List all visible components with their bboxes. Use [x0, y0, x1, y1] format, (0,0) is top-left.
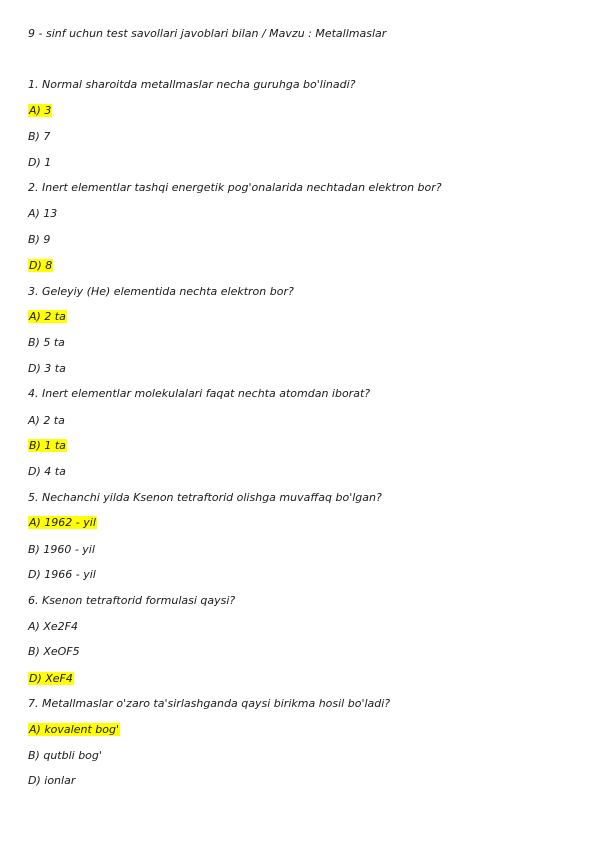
question-4-option-b: [28, 439, 67, 453]
question-6-option-a: A) Xe2F4: [28, 620, 78, 633]
question-2-text: 2. Inert elementlar tashqi energetik pog'onalarida nechtadan elektron bor?: [28, 181, 442, 194]
answer-highlight: A) 2 ta: [29, 310, 66, 323]
answer-highlight: D) XeF4: [29, 672, 73, 685]
question-1-option-d: D) 1: [28, 156, 52, 169]
question-2-option-b: B) 9: [28, 233, 51, 246]
question-7-option-d: D) ionlar: [28, 774, 76, 787]
question-5-option-d: D) 1966 - yil: [28, 568, 96, 581]
question-6-option-b: B) XeOF5: [28, 645, 80, 658]
question-6-text: 6. Ksenon tetraftorid formulasi qaysi?: [28, 594, 236, 607]
question-3-option-d: D) 3 ta: [28, 362, 66, 375]
answer-highlight: B) 1 ta: [29, 439, 66, 452]
question-1-option-a: [28, 104, 52, 118]
question-7-option-a: [28, 723, 120, 737]
question-4-text: 4. Inert elementlar molekulalari faqat nechta atomdan iborat?: [28, 387, 371, 400]
question-3-option-b: B) 5 ta: [28, 336, 65, 349]
question-3-text: 3. Geleyiy (He) elementida nechta elektron bor?: [28, 285, 294, 298]
question-7-text: 7. Metallmaslar o'zaro ta'sirlashganda qaysi birikma hosil bo'ladi?: [28, 697, 391, 710]
answer-highlight: A) 3: [29, 104, 52, 117]
question-1-text: 1. Normal sharoitda metallmaslar necha guruhga bo'linadi?: [28, 78, 356, 91]
question-5-option-a: [28, 516, 97, 530]
question-5-option-b: B) 1960 - yil: [28, 543, 95, 556]
answer-highlight: D) 8: [29, 259, 53, 272]
question-4-option-d: D) 4 ta: [28, 465, 66, 478]
question-1-option-b: B) 7: [28, 130, 51, 143]
answer-highlight: A) kovalent bog': [29, 723, 119, 736]
answer-highlight: A) 1962 - yil: [29, 516, 96, 529]
question-4-option-a: A) 2 ta: [28, 414, 65, 427]
question-7-option-b: B) qutbli bog': [28, 749, 102, 762]
question-6-option-d: [28, 672, 74, 686]
question-5-text: 5. Nechanchi yilda Ksenon tetraftorid olishga muvaffaq bo'lgan?: [28, 491, 382, 504]
question-2-option-d: [28, 259, 53, 273]
question-2-option-a: A) 13: [28, 207, 58, 220]
question-3-option-a: [28, 310, 67, 324]
document-header: 9 - sinf uchun test savollari javoblari bilan / Mavzu : Metallmaslar: [28, 27, 387, 40]
